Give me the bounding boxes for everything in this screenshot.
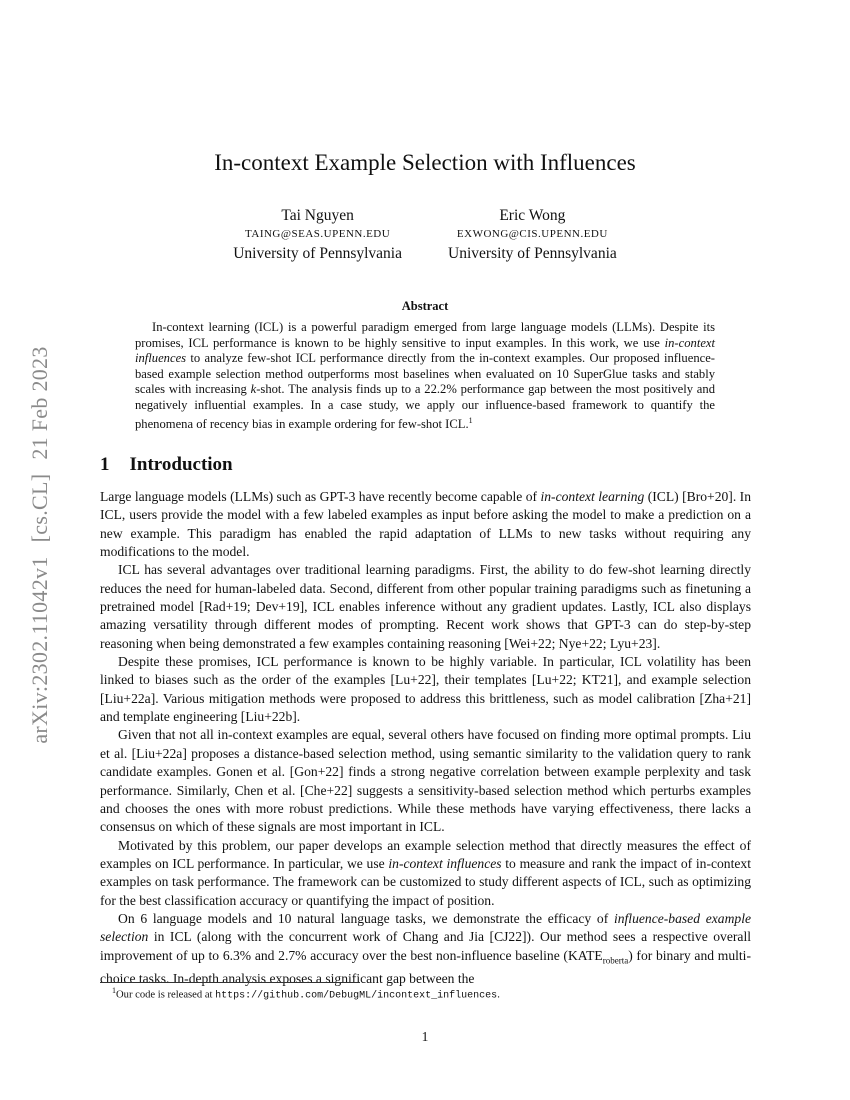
page-number: 1 [421, 1029, 429, 1044]
arxiv-date: 21 Feb 2023 [27, 346, 52, 460]
section-number: 1 [100, 454, 110, 475]
author-email: EXWONG@CIS.UPENN.EDU [456, 228, 608, 240]
sub-text: roberta [602, 955, 629, 966]
paragraph [100, 488, 751, 561]
paragraph [100, 837, 751, 910]
emphasis-text: in-context influences [388, 855, 502, 871]
paragraph [100, 726, 751, 836]
paragraph [100, 561, 751, 653]
author [233, 206, 402, 263]
text-segment: Given that not all in-context examples are equal, several others have focused on finding more optimal prompts. Liu et al. [Liu+22a] proposes a distance-based selection method, using semantic similarity to the validation query to rank candidate examples. Gonen et al. [Gon+22] finds a strong negative correlation between example perplexity and task performance. Similarly, Chen et al. [Che+22] suggests a sensitivity-based selection method which perturbs examples and chooses the ones with more robust predictions. While these methods have varying effectiveness, there lacks a consensus on which of these signals are most important in ICL. [100, 727, 751, 835]
author-affiliation: University of Pennsylvania [448, 245, 617, 262]
text-segment: -shot. The analysis finds up to a 22.2% performance gap between the most positively and negatively influential examples. In a case study, we apply our influence-based framework to quantify the phenomena of recency bias in example ordering for few-shot ICL. [135, 382, 715, 432]
footnote-text: Our code is released at [116, 989, 216, 1001]
text-segment: ) for binary and multi-choice tasks. In-depth analysis exposes a significant gap between the [100, 947, 751, 986]
author-affiliation: University of Pennsylvania [233, 245, 402, 262]
text-segment: to measure and rank the impact of in-context examples on task performance. The framework can be customized to study different aspects of ICL, such as optimizing for the best classification accuracy or quantifying the impact of position. [100, 855, 751, 908]
text-segment: Motivated by this problem, our paper develops an example selection method that directly measures the effect of examples on ICL performance. In particular, we use [100, 837, 751, 871]
text-segment: ICL has several advantages over traditional learning paradigms. First, the ability to do few-shot learning directly reduces the need for human-labeled data. Second, different from other popular training paradigms such as finetuning a pretrained model [Rad+19; Dev+19], ICL enables inference without any gradient updates. Lastly, ICL also displays amazing versatility through different modes of prompting. Recent work shows that GPT-3 can do step-by-step reasoning when being demonstrated a few examples containing reasoning [Wei+22; Nye+22; Lyu+23]. [100, 562, 751, 651]
arxiv-stamp [27, 339, 53, 750]
emphasis-text: in-context influences [135, 335, 715, 365]
footnote-end: . [497, 989, 500, 1001]
text-segment: in ICL (along with the concurrent work of Chang and Jia [CJ22]). Our method sees a respective overall improvement of up to 6.3% and 2.7% accuracy over the best non-influence baseline (KATE [100, 929, 751, 963]
section-heading [100, 454, 233, 476]
author [448, 206, 617, 263]
abstract-heading: Abstract [401, 299, 449, 313]
footnote [112, 986, 500, 1002]
body-text [100, 488, 751, 988]
text-segment: Despite these promises, ICL performance is known to be highly variable. In particular, ICL volatility has been linked to biases such as the order of the examples [Lu+22], their templates [Lu+22; KT21], and example selection [Liu+22a]. Various mitigation methods were proposed to address this brittleness, such as model calibration [Zha+21] and template engineering [Liu+22b]. [100, 654, 751, 725]
abstract-text [135, 320, 715, 433]
emphasis-text: k [250, 382, 257, 396]
author-block [0, 206, 850, 263]
text-segment: (ICL) [Bro+20]. In ICL, users provide the model with a few labeled examples as input before asking the model to make a prediction on a new example. This paradigm has enabled the rapid adaptation of LLMs to new tasks without requiring any modifications to the model. [100, 489, 751, 560]
author-email: TAING@SEAS.UPENN.EDU [245, 228, 391, 240]
text-segment: to analyze few-shot ICL performance directly from the in-context examples. Our proposed influence-based example selection method outperforms most baselines when evaluated on 10 SuperGlue tasks and stably scales with increasing [135, 351, 715, 396]
emphasis-text: influence-based example selection [100, 910, 752, 945]
arxiv-id: arXiv:2302.11042v1 [27, 556, 52, 744]
author-name: Tai Nguyen [281, 207, 354, 224]
emphasis-text: in-context learning [540, 489, 645, 504]
footnote-mark: 1 [112, 986, 116, 995]
text-segment: Large language models (LLMs) such as GPT-3 have recently become capable of [100, 489, 541, 504]
text-segment: In-context learning (ICL) is a powerful paradigm emerged from large language models (LLMs). Despite its promises, ICL performance is known to be highly sensitive to input examples. In this work, we use [135, 320, 715, 350]
footnote-rule [100, 982, 360, 983]
arxiv-category: [cs.CL] [27, 473, 52, 543]
author-name: Eric Wong [499, 207, 566, 224]
text-segment: On 6 language models and 10 natural language tasks, we demonstrate the efficacy of [118, 910, 614, 926]
sup-text: 1 [468, 416, 473, 425]
paragraph [100, 910, 751, 988]
code-link[interactable]: https://github.com/DebugML/incontext_influences [215, 990, 498, 1002]
paper-title: In-context Example Selection with Influences [214, 150, 636, 175]
section-title: Introduction [129, 454, 233, 475]
paragraph [100, 653, 751, 726]
